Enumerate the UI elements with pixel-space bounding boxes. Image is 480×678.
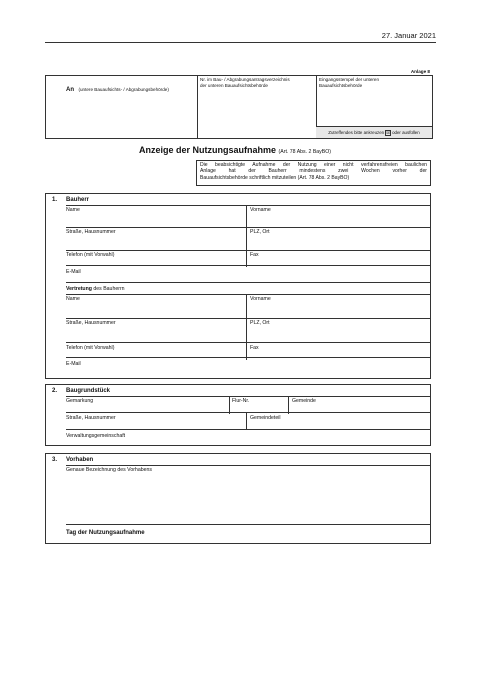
recipient-label: An bbox=[66, 87, 74, 93]
row-v-strasse bbox=[66, 318, 430, 343]
v-name-field[interactable]: Name bbox=[66, 296, 80, 302]
checkbox-icon: ☒ bbox=[386, 129, 390, 135]
section-number: 1. bbox=[52, 197, 58, 203]
row-v-email bbox=[66, 357, 430, 380]
row-strasse-2 bbox=[66, 412, 430, 430]
strasse-field[interactable]: Straße, Hausnummer bbox=[66, 229, 116, 235]
telefon-field[interactable]: Telefon (mit Vorwahl) bbox=[66, 252, 115, 258]
fill-instruction-before: Zutreffendes bitte ankreuzen bbox=[328, 130, 385, 135]
section-baugrundstueck bbox=[45, 384, 431, 446]
form-title bbox=[139, 145, 331, 155]
v-plz-field[interactable]: PLZ, Ort bbox=[250, 320, 270, 326]
v-telefon-field[interactable]: Telefon (mit Vorwahl) bbox=[66, 345, 115, 351]
vertretung-bold: Vertretung bbox=[66, 286, 92, 292]
row-tag bbox=[66, 524, 430, 545]
form-title-sub: (Art. 78 Abs. 2 BayBO) bbox=[278, 149, 332, 155]
address-divider-1 bbox=[197, 76, 198, 138]
nutzungsaufnahme-date-field[interactable]: Tag der Nutzungsaufnahme bbox=[66, 530, 145, 536]
fill-instruction-after: oder ausfüllen bbox=[392, 130, 420, 135]
section-title: Bauherr bbox=[66, 197, 90, 203]
header-rule bbox=[45, 42, 436, 43]
register-number-field[interactable] bbox=[200, 77, 290, 89]
name-field[interactable]: Name bbox=[66, 207, 80, 213]
notice-box bbox=[196, 160, 431, 186]
gemarkung-field[interactable]: Gemarkung bbox=[66, 398, 94, 404]
email-field[interactable]: E-Mail bbox=[66, 269, 81, 275]
stamp-area bbox=[316, 76, 432, 138]
row-v-name bbox=[66, 294, 430, 320]
v-vorname-field[interactable]: Vorname bbox=[250, 296, 271, 302]
document-date: 27. Januar 2021 bbox=[381, 31, 436, 40]
recipient-field[interactable] bbox=[66, 78, 169, 96]
field-divider bbox=[246, 228, 247, 250]
section-number: 3. bbox=[52, 457, 58, 463]
register-number-label-2: der unteren Bauaufsichtsbehörde bbox=[200, 83, 268, 88]
recipient-hint: (untere Bauaufsichts- / Abgrabungsbehörde) bbox=[78, 87, 169, 92]
section-title: Baugrundstück bbox=[66, 388, 111, 394]
row-strasse bbox=[66, 227, 430, 250]
register-number-label-1: Nr. im Bau- / Abgrabungsantragsverzeichnis bbox=[200, 77, 290, 82]
gemeindeteil-field[interactable]: Gemeindeteil bbox=[250, 415, 281, 421]
form-title-main: Anzeige der Nutzungsaufnahme bbox=[139, 145, 277, 155]
row-verwaltung bbox=[66, 429, 430, 447]
section-bauherr bbox=[45, 193, 431, 379]
field-divider bbox=[246, 319, 247, 343]
plz-field[interactable]: PLZ, Ort bbox=[250, 229, 270, 235]
vertretung-rest: des Bauherrn bbox=[93, 286, 125, 292]
vertretung-heading bbox=[66, 286, 125, 292]
notice-line-3: Bauaufsichtsbehörde schriftlich mitzuteilen (Art. 78 Abs. 2 BayBO) bbox=[200, 174, 350, 181]
flur-field[interactable]: Flur-Nr. bbox=[232, 398, 250, 404]
bezeichnung-field[interactable]: Genaue Bezeichnung des Vorhabens bbox=[66, 467, 152, 473]
notice-line-1: Die beabsichtigte Aufnahme der Nutzung einer nicht verfahrensfreien baulichen bbox=[200, 162, 427, 168]
field-divider bbox=[246, 413, 247, 430]
address-box bbox=[45, 75, 433, 139]
section-vorhaben bbox=[45, 453, 431, 544]
row-bezeichnung bbox=[66, 465, 430, 525]
v-strasse-field[interactable]: Straße, Hausnummer bbox=[66, 320, 116, 326]
grundstueck-strasse-field[interactable]: Straße, Hausnummer bbox=[66, 415, 116, 421]
fax-field[interactable]: Fax bbox=[250, 252, 259, 258]
notice-line-2: Anlage hat der Bauherr mindestens zwei Wochen vorher der bbox=[200, 168, 427, 175]
stamp-label-1: Eingangsstempel der unteren bbox=[319, 77, 380, 82]
attachment-label: Anlage 8 bbox=[410, 69, 430, 74]
row-email bbox=[66, 265, 430, 280]
section-number: 2. bbox=[52, 388, 58, 394]
gemeinde-field[interactable]: Gemeinde bbox=[292, 398, 316, 404]
v-email-field[interactable]: E-Mail bbox=[66, 361, 81, 367]
vorname-field[interactable]: Vorname bbox=[250, 207, 271, 213]
section-title: Vorhaben bbox=[66, 457, 94, 463]
verwaltung-field[interactable]: Verwaltungsgemeinschaft bbox=[66, 433, 126, 439]
field-divider bbox=[246, 295, 247, 320]
fill-instruction bbox=[316, 126, 432, 138]
stamp-label-2: Bauaufsichtsbehörde bbox=[319, 83, 363, 88]
v-fax-field[interactable]: Fax bbox=[250, 345, 259, 351]
